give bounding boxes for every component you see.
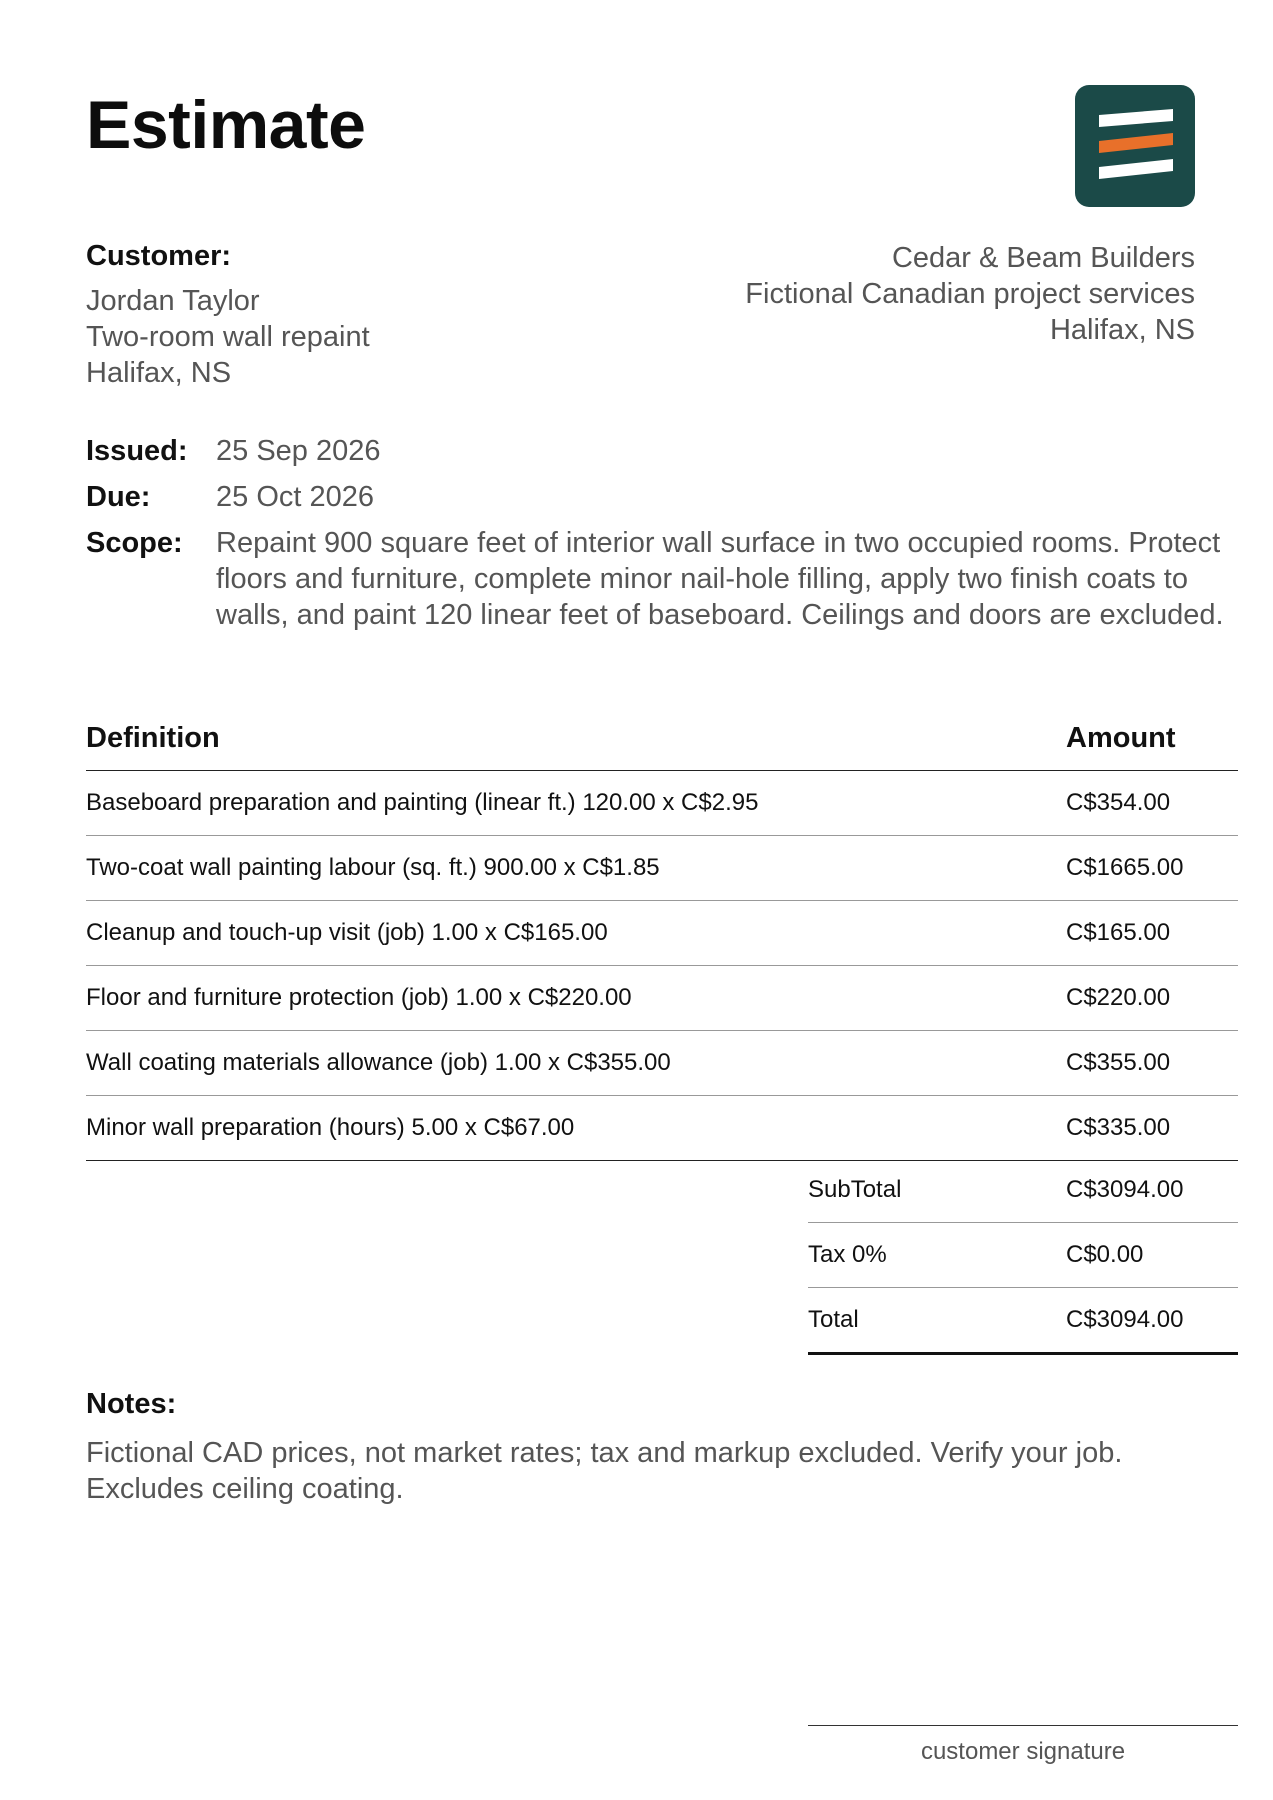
amount-header: Amount	[1066, 722, 1176, 754]
table-row	[86, 901, 1238, 966]
table-row	[86, 836, 1238, 901]
due-date: 25 Oct 2026	[216, 481, 374, 513]
item-definition: Wall coating materials allowance (job) 1.00 x C$355.00	[86, 1049, 671, 1076]
item-amount: C$165.00	[1066, 919, 1171, 946]
estimate-meta	[86, 433, 1226, 643]
due-row	[86, 479, 1226, 515]
signature-line	[808, 1725, 1238, 1766]
issued-row	[86, 433, 1226, 469]
scope-label: Scope:	[86, 527, 183, 559]
customer-location: Halifax, NS	[86, 357, 232, 389]
company-tagline: Fictional Canadian project services	[745, 278, 1195, 310]
customer-block	[86, 240, 370, 391]
customer-label: Customer:	[86, 240, 232, 272]
total-label: Total	[808, 1306, 859, 1333]
due-label: Due:	[86, 481, 151, 513]
total-row	[808, 1288, 1238, 1355]
tax-row	[808, 1223, 1238, 1288]
tax-label: Tax 0%	[808, 1241, 887, 1268]
line-items-table	[86, 722, 1238, 1161]
item-definition: Cleanup and touch-up visit (job) 1.00 x C$165.00	[86, 919, 608, 946]
scope-row	[86, 525, 1226, 633]
issued-label: Issued:	[86, 435, 188, 467]
customer-project: Two-room wall repaint	[86, 321, 370, 353]
customer-name: Jordan Taylor	[86, 285, 260, 317]
scope-text: Repaint 900 square feet of interior wall surface in two occupied rooms. Protect floors and furniture, complete minor nail-hole filling, apply two finish coats to walls, and paint 120 linear feet of baseboard. Ceilings and doors are excluded.	[216, 527, 1224, 631]
notes-text: Fictional CAD prices, not market rates; tax and markup excluded. Verify your job. Excludes ceiling coating.	[86, 1437, 1123, 1505]
subtotal-label: SubTotal	[808, 1176, 902, 1203]
item-amount: C$354.00	[1066, 789, 1171, 816]
notes-label: Notes:	[86, 1388, 177, 1420]
company-block	[745, 240, 1195, 348]
item-amount: C$1665.00	[1066, 854, 1184, 881]
company-logo	[1075, 85, 1195, 207]
item-amount: C$335.00	[1066, 1114, 1171, 1141]
table-row	[86, 1096, 1238, 1161]
item-definition: Baseboard preparation and painting (linear ft.) 120.00 x C$2.95	[86, 789, 759, 816]
item-amount: C$355.00	[1066, 1049, 1171, 1076]
tax-value: C$0.00	[1066, 1241, 1144, 1268]
item-definition: Minor wall preparation (hours) 5.00 x C$67.00	[86, 1114, 575, 1141]
table-row	[86, 1031, 1238, 1096]
subtotal-row	[808, 1158, 1238, 1223]
stacked-planks-logo-icon	[1075, 85, 1195, 207]
item-definition: Two-coat wall painting labour (sq. ft.) 900.00 x C$1.85	[86, 854, 660, 881]
notes-block	[86, 1388, 1226, 1507]
totals-table	[808, 1158, 1238, 1355]
total-value: C$3094.00	[1066, 1306, 1184, 1333]
issued-date: 25 Sep 2026	[216, 435, 381, 467]
signature-caption: customer signature	[920, 1738, 1126, 1765]
table-header	[86, 722, 1238, 771]
company-location: Halifax, NS	[1049, 314, 1195, 346]
page-title: Estimate	[86, 87, 366, 163]
item-definition: Floor and furniture protection (job) 1.00 x C$220.00	[86, 984, 632, 1011]
company-name: Cedar & Beam Builders	[891, 242, 1195, 274]
table-row	[86, 771, 1238, 836]
subtotal-value: C$3094.00	[1066, 1176, 1184, 1203]
definition-header: Definition	[86, 722, 220, 754]
item-amount: C$220.00	[1066, 984, 1171, 1011]
table-row	[86, 966, 1238, 1031]
